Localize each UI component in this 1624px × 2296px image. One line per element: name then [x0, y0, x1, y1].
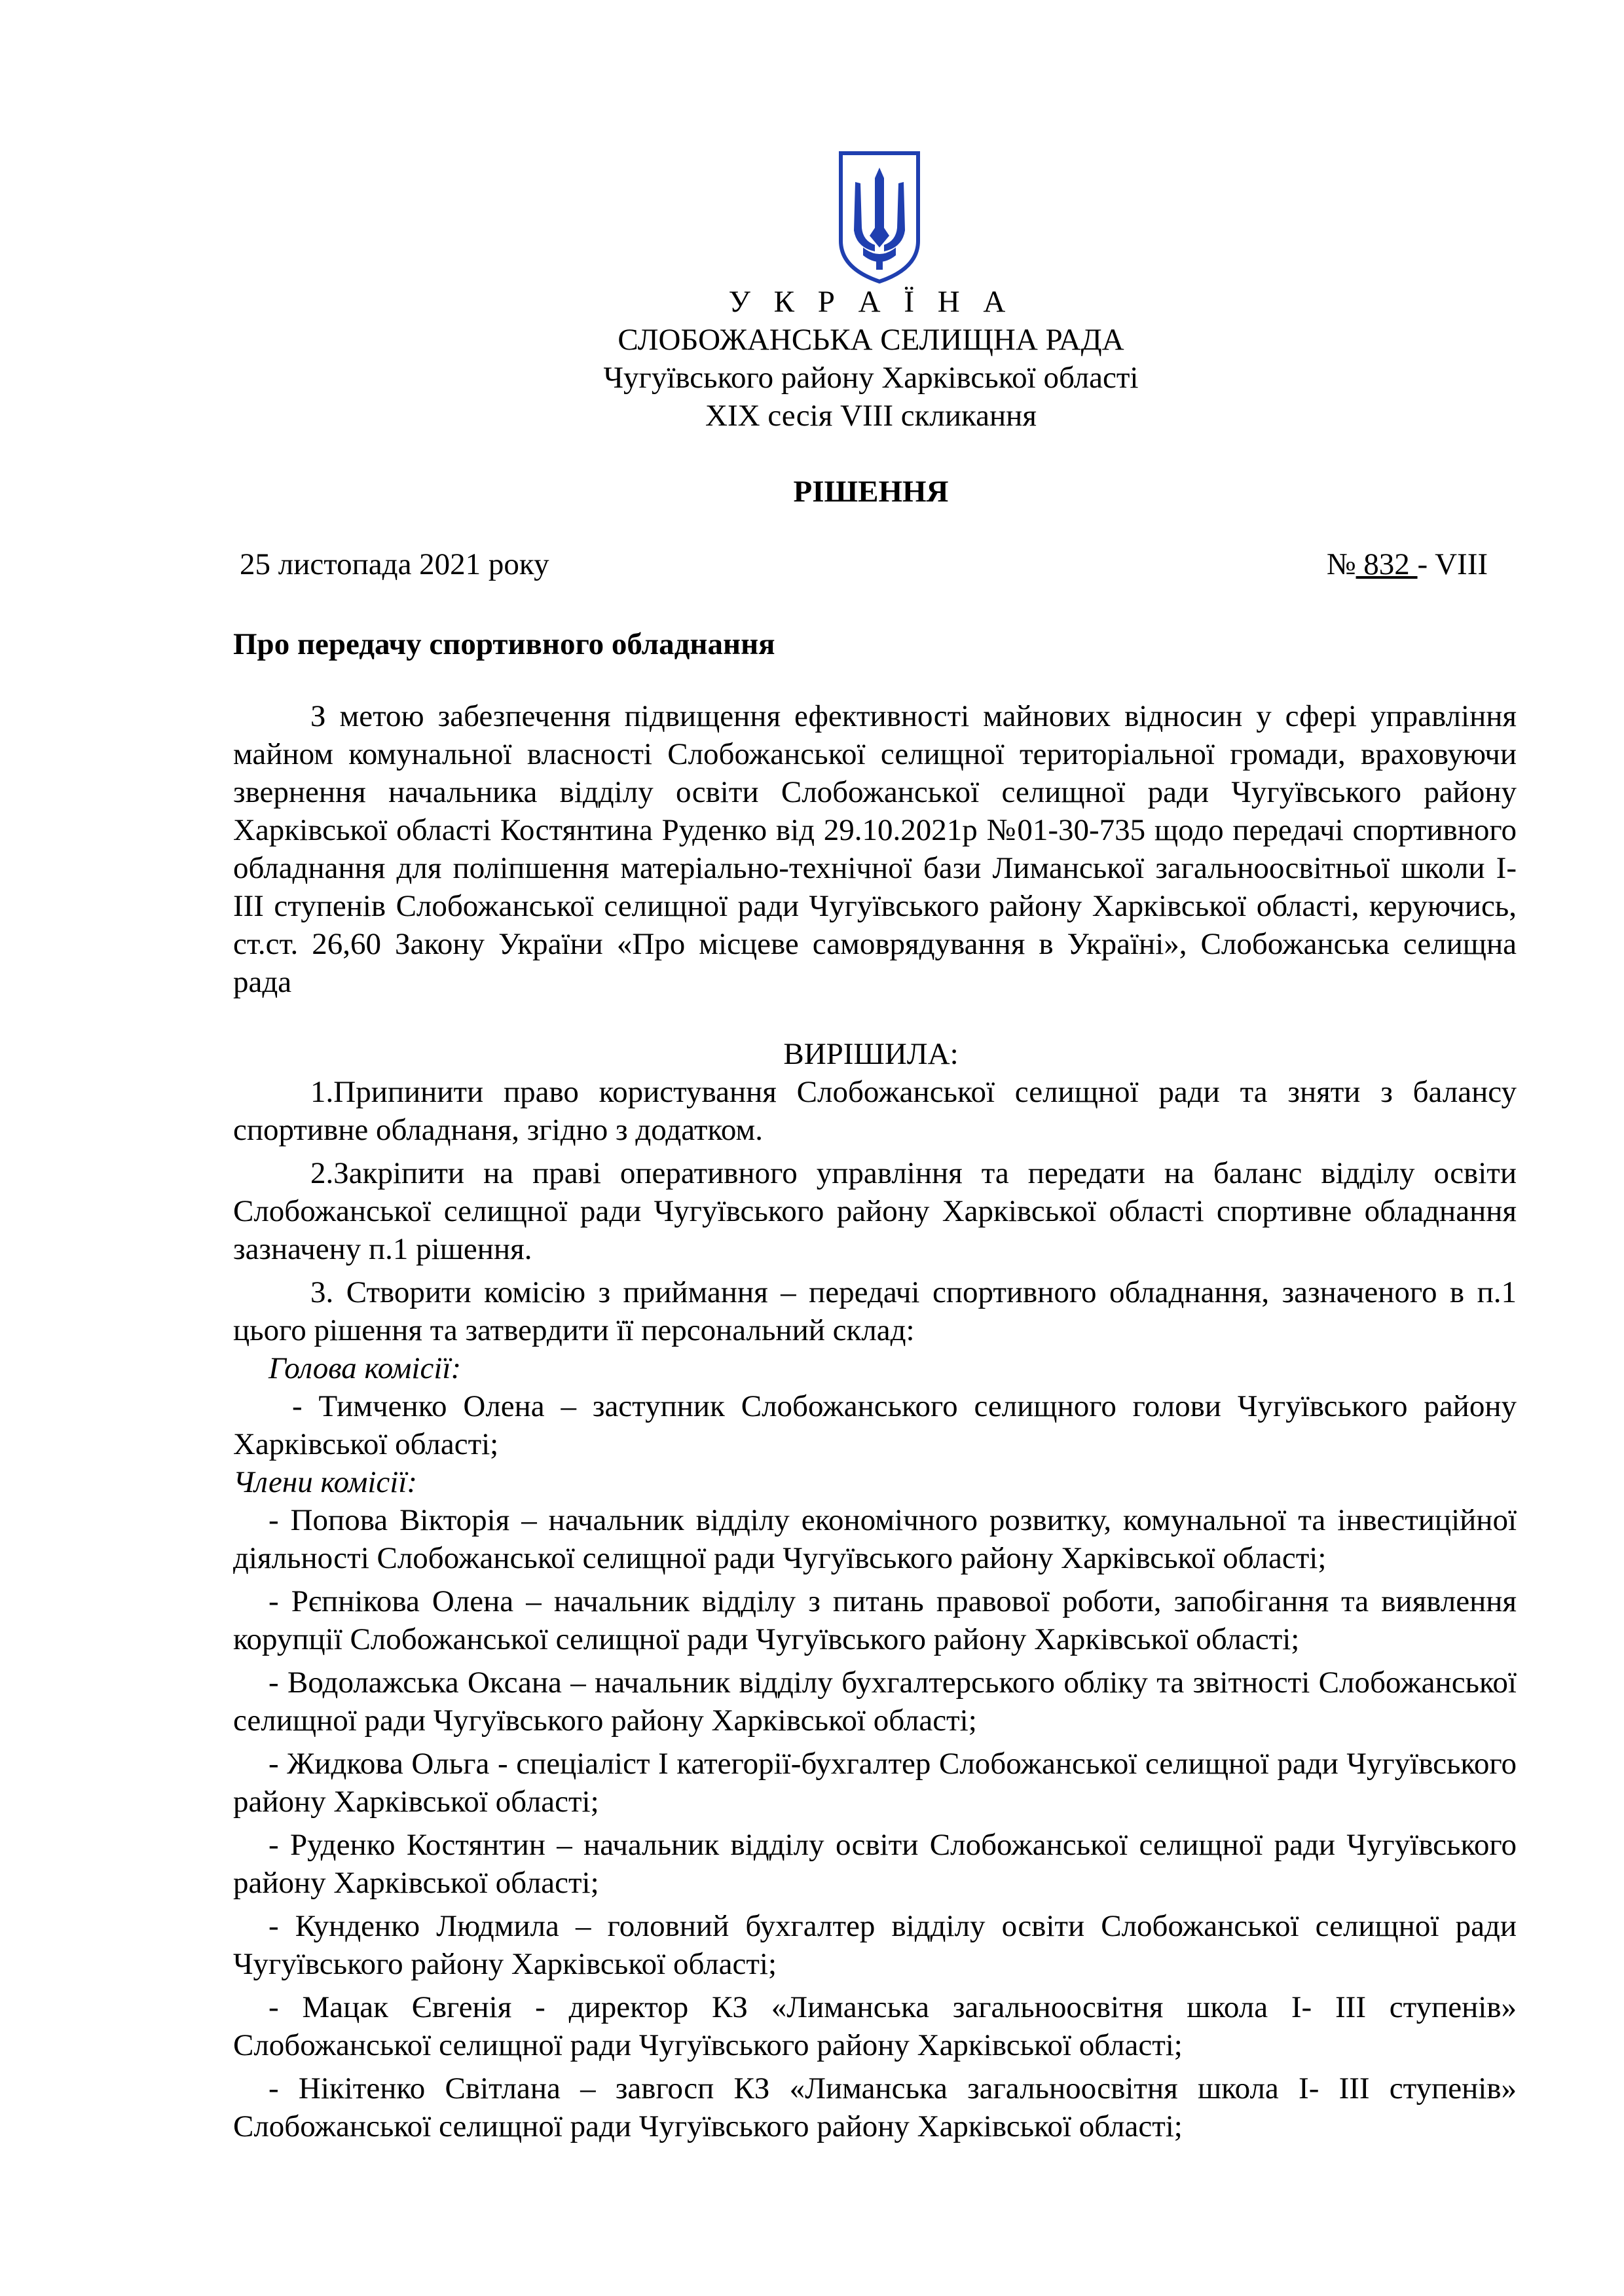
commission-members-label: Члени комісії: [233, 1465, 418, 1499]
number-prefix: № [1326, 547, 1356, 581]
commission-member: - Кунденко Людмила – головний бухгалтер відділу освіти Слобожанської селищної ради Чугуївського району Харківської області; [233, 1909, 1517, 1981]
session-name: XIX сесія VIII скликання [705, 399, 1037, 433]
resolved-heading: ВИРІШИЛА: [783, 1037, 959, 1071]
council-name: СЛОБОЖАНСЬКА СЕЛИЩНА РАДА [618, 323, 1124, 357]
document-header [0, 283, 1624, 435]
coat-of-arms-icon [837, 149, 922, 285]
document-title: РІШЕННЯ [793, 475, 949, 509]
decision-body [233, 1073, 1517, 2145]
number-value: 832 [1356, 547, 1418, 581]
decision-point-1: 1.Припинити право користування Слобожанської селищної ради та зняти з балансу спортивне обладнаня, згідно з додатком. [233, 1075, 1517, 1147]
commission-member: - Нікітенко Світлана – завгосп КЗ «Лиманська загальноосвітня школа І- ІІІ ступенів» Слобожанської селищної ради Чугуївського району Харківської області; [233, 2071, 1517, 2143]
commission-member: - Попова Вікторія – начальник відділу економічного розвитку, комунальної та інвестиційної діяльності Слобожанської селищної ради Чугуївського району Харківської області; [233, 1503, 1517, 1575]
decision-point-2: 2.Закріпити на праві оперативного управління та передати на баланс відділу освіти Слобожанської селищної ради Чугуївського району Харківської області спортивне обладнання зазначену п.1 рішення. [233, 1156, 1517, 1266]
commission-head-label: Голова комісії: [268, 1351, 462, 1385]
district-name: Чугуївського району Харківської області [603, 361, 1139, 395]
country-name: У К Р А Ї Н А [728, 285, 1014, 319]
decision-point-3: 3. Створити комісію з приймання – передачі спортивного обладнання, зазначеного в п.1 цього рішення та затвердити її персональний склад: [233, 1275, 1517, 1347]
number-suffix: - VIII [1417, 547, 1488, 581]
preamble-paragraph: З метою забезпечення підвищення ефективності майнових відносин у сфері управління майном комунальної власності Слобожанської селищної територіальної громади, враховуючи звернення начальника відділу освіти Слобожанської селищної ради Чугуївського району Харківської області Костянтина Руденко від 29.10.2021р №01-30-735 щодо передачі спортивного обладнання для поліпшення матеріально-технічної бази Лиманської загальноосвітньої школи І- ІІІ ступенів Слобожанської селищної ради Чугуївського району Харківської області, керуючись, ст.ст. 26,60 Закону України «Про місцеве самоврядування в Україні», Слобожанська селищна рада [233, 699, 1517, 999]
document-number [1327, 545, 1488, 583]
commission-member: - Водолажська Оксана – начальник відділу бухгалтерського обліку та звітності Слобожанської селищної ради Чугуївського району Харківської області; [233, 1666, 1517, 1738]
document-date: 25 листопада 2021 року [240, 547, 549, 581]
commission-member: - Рєпнікова Олена – начальник відділу з питань правової роботи, запобігання та виявлення корупції Слобожанської селищної ради Чугуївського району Харківської області; [233, 1584, 1517, 1656]
commission-member: - Мацак Євгенія - директор КЗ «Лиманська загальноосвітня школа І- ІІІ ступенів» Слобожанської селищної ради Чугуївського району Харківської області; [233, 1990, 1517, 2062]
commission-member: - Жидкова Ольга - спеціаліст І категорії-бухгалтер Слобожанської селищної ради Чугуївського району Харківської області; [233, 1747, 1517, 1819]
commission-member: - Руденко Костянтин – начальник відділу освіти Слобожанської селищної ради Чугуївського району Харківської області; [233, 1828, 1517, 1900]
document-subject: Про передачу спортивного обладнання [233, 627, 775, 661]
commission-head: - Тимченко Олена – заступник Слобожанського селищного голови Чугуївського району Харківської області; [233, 1389, 1517, 1461]
